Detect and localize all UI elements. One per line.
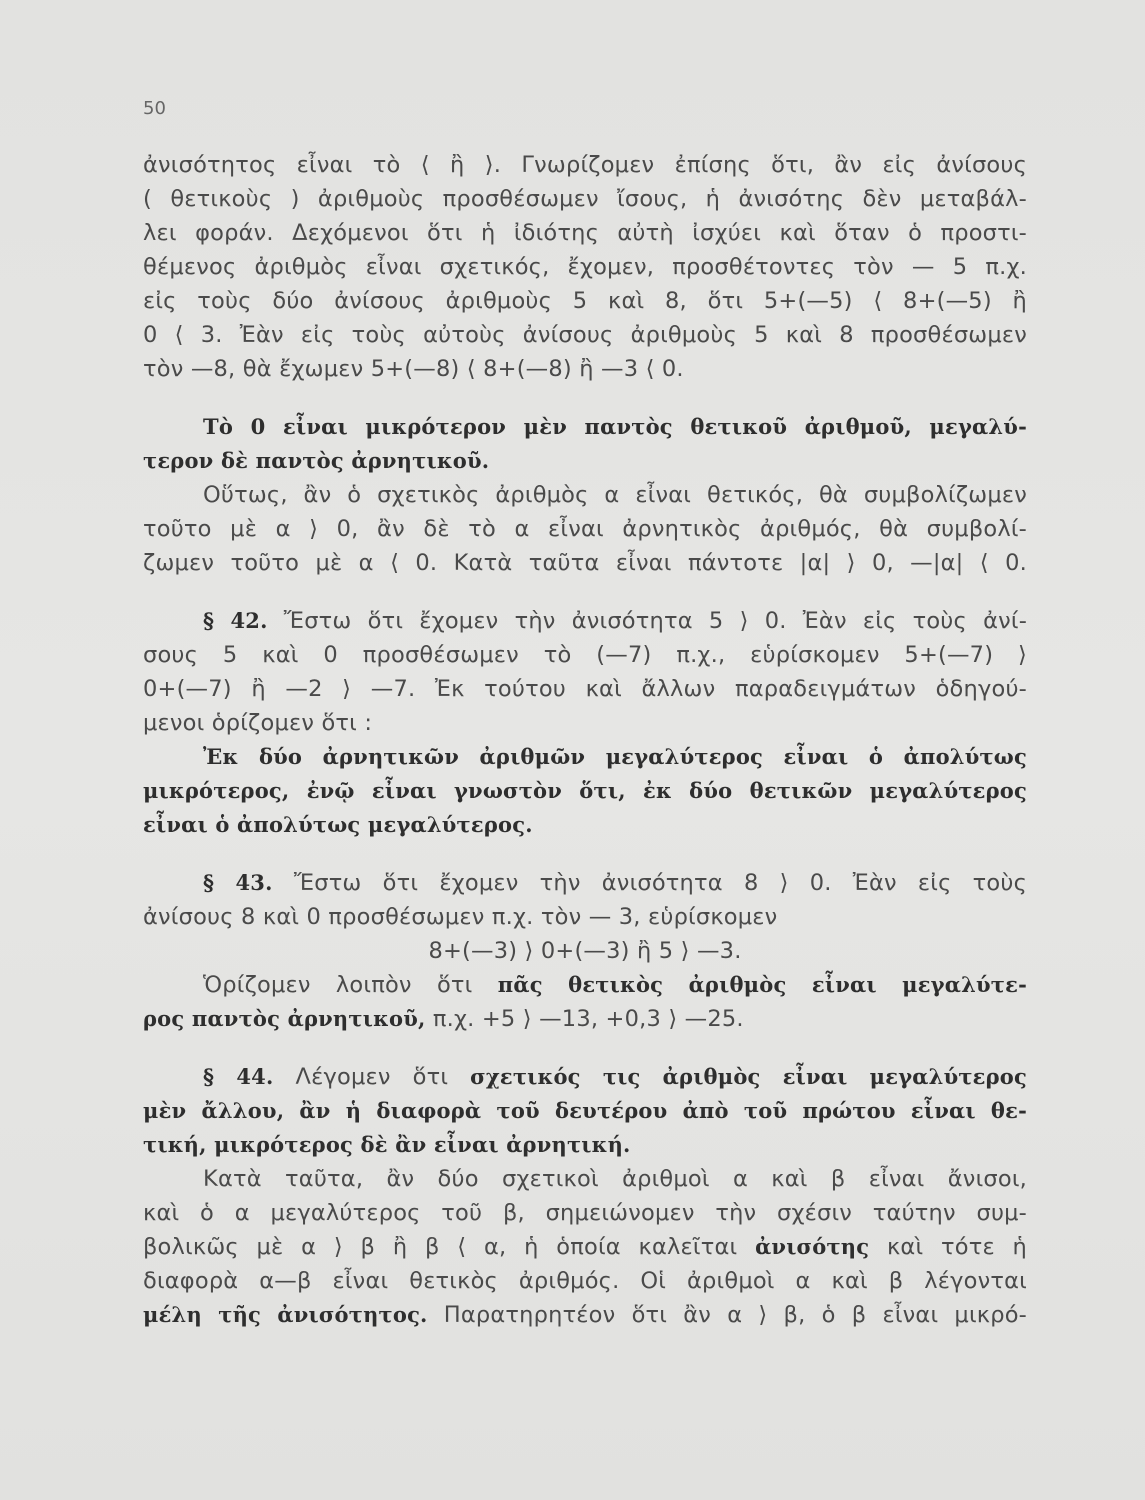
bold-statement-line: τική, μικρότερος δὲ ἂν εἶναι ἀρνητική.	[143, 1132, 631, 1157]
text-line: τὸν —8, θὰ ἔχωμεν 5+(—8) ⟨ 8+(—8) ἢ —3 ⟨ 0.	[143, 356, 684, 382]
section-43-line: § 43. Ἔστω ὅτι ἔχομεν τὴν ἀνισότητα 8 ⟩ 0. Ἐὰν εἰς τοὺς	[203, 870, 1027, 896]
bold-statement-line: μικρότερος, ἐνῷ εἶναι γνωστὸν ὅτι, ἐκ δύο θετικῶν μεγαλύτερος	[143, 778, 1027, 803]
text-line: βολικῶς μὲ α ⟩ β ἢ β ⟨ α, ἡ ὁποία καλεῖται ἀνισότης καὶ τότε ἡ	[143, 1234, 1027, 1260]
text-line: τοῦτο μὲ α ⟩ 0, ἂν δὲ τὸ α εἶναι ἀρνητικὸς ἀριθμός, θὰ συμβολί-	[143, 516, 1027, 542]
text-line: ἀνίσους 8 καὶ 0 προσθέσωμεν π.χ. τὸν — 3, εὑρίσκομεν	[143, 904, 778, 930]
text-line: ἀνισότητος εἶναι τὸ ⟨ ἢ ⟩. Γνωρίζομεν ἐπίσης ὅτι, ἂν εἰς ἀνίσους	[143, 152, 1027, 178]
text-line: εἰς τοὺς δύο ἀνίσους ἀριθμοὺς 5 καὶ 8, ὅτι 5+(—5) ⟨ 8+(—5) ἢ	[143, 288, 1027, 314]
text-line: ζωμεν τοῦτο μὲ α ⟨ 0. Κατὰ ταῦτα εἶναι πάντοτε |α| ⟩ 0, —|α| ⟨ 0.	[143, 550, 1027, 576]
text-line: καὶ ὁ α μεγαλύτερος τοῦ β, σημειώνομεν τὴν σχέσιν ταύτην συμ-	[143, 1200, 1027, 1226]
text-line: Κατὰ ταῦτα, ἂν δύο σχετικοὶ ἀριθμοὶ α καὶ β εἶναι ἄνισοι,	[203, 1166, 1027, 1192]
bold-statement-line: μὲν ἄλλου, ἂν ἡ διαφορὰ τοῦ δευτέρου ἀπὸ τοῦ πρώτου εἶναι θε-	[143, 1098, 1027, 1123]
text-line: θέμενος ἀριθμὸς εἶναι σχετικός, ἔχομεν, προσθέτοντες τὸν — 5 π.χ.	[143, 254, 1027, 280]
text-body	[143, 148, 1027, 1332]
definition-line: Ὁρίζομεν λοιπὸν ὅτι πᾶς θετικὸς ἀριθμὸς εἶναι μεγαλύτε-	[203, 972, 1027, 998]
formula-line: 8+(—3) ⟩ 0+(—3) ἢ 5 ⟩ —3.	[428, 938, 742, 964]
section-number: § 43.	[203, 870, 273, 895]
section-44-line: § 44. Λέγομεν ὅτι σχετικός τις ἀριθμὸς εἶναι μεγαλύτερος	[203, 1064, 1027, 1090]
text-line: 0 ⟨ 3. Ἐὰν εἰς τοὺς αὐτοὺς ἀνίσους ἀριθμοὺς 5 καὶ 8 προσθέσωμεν	[143, 322, 1027, 348]
definition-line: ρος παντὸς ἀρνητικοῦ, π.χ. +5 ⟩ —13, +0,3 ⟩ —25.	[143, 1006, 744, 1032]
bold-statement-line: Τὸ 0 εἶναι μικρότερον μὲν παντὸς θετικοῦ ἀριθμοῦ, μεγαλύ-	[203, 414, 1027, 439]
text-line: διαφορὰ α—β εἶναι θετικὸς ἀριθμός. Οἱ ἀριθμοὶ α καὶ β λέγονται	[143, 1268, 1027, 1294]
bold-statement-line: τερον δὲ παντὸς ἀρνητικοῦ.	[143, 448, 490, 473]
text-line: Οὕτως, ἂν ὁ σχετικὸς ἀριθμὸς α εἶναι θετικός, θὰ συμβολίζωμεν	[203, 482, 1027, 508]
section-42-line: § 42. Ἔστω ὅτι ἔχομεν τὴν ἀνισότητα 5 ⟩ 0. Ἐὰν εἰς τοὺς ἀνί-	[203, 608, 1027, 634]
section-number: § 42.	[203, 608, 268, 633]
text-line: μέλη τῆς ἀνισότητος. Παρατηρητέον ὅτι ἂν α ⟩ β, ὁ β εἶναι μικρό-	[143, 1302, 1027, 1328]
text-line: λει φοράν. Δεχόμενοι ὅτι ἡ ἰδιότης αὐτὴ ἰσχύει καὶ ὅταν ὁ προστι-	[143, 220, 1027, 246]
bold-statement-line: Ἐκ δύο ἀρνητικῶν ἀριθμῶν μεγαλύτερος εἶναι ὁ ἀπολύτως	[203, 744, 1027, 769]
bold-statement-line: εἶναι ὁ ἀπολύτως μεγαλύτερος.	[143, 812, 533, 837]
text-line: σους 5 καὶ 0 προσθέσωμεν τὸ (—7) π.χ., εὑρίσκομεν 5+(—7) ⟩	[143, 642, 1027, 668]
text-line: ( θετικοὺς ) ἀριθμοὺς προσθέσωμεν ἴσους, ἡ ἀνισότης δὲν μεταβάλ-	[143, 186, 1027, 212]
text-line: μενοι ὁρίζομεν ὅτι :	[143, 710, 373, 736]
text-line: 0+(—7) ἢ —2 ⟩ —7. Ἐκ τούτου καὶ ἄλλων παραδειγμάτων ὁδηγού-	[143, 676, 1027, 702]
section-number: § 44.	[203, 1064, 274, 1089]
page-number: 50	[143, 98, 166, 119]
